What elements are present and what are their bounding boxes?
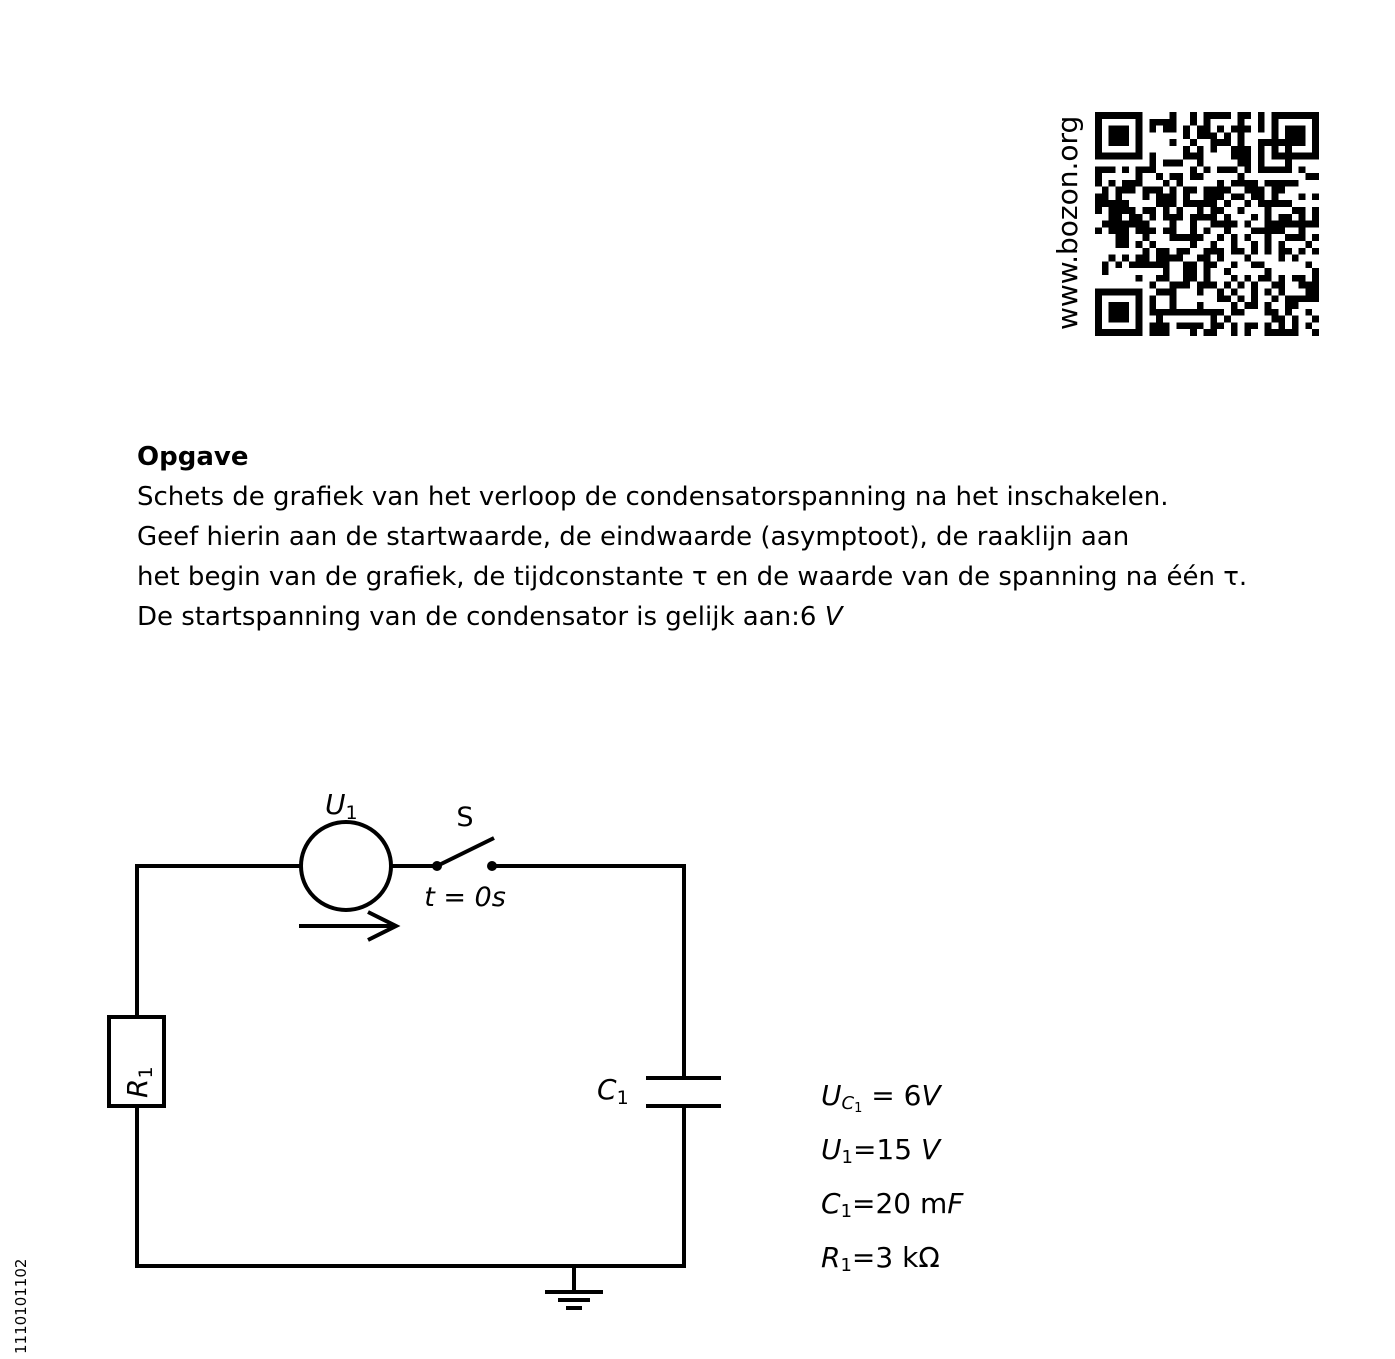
task-start-voltage (137, 597, 1377, 637)
value-resistance: $R_1=3$ kΩ (821, 1241, 940, 1276)
task-line-2: Geef hierin aan de startwaarde, de eindwaarde (asymptoot), de raaklijn aan (137, 522, 1130, 552)
voltage-source (301, 822, 391, 910)
qr-code-icon (1093, 112, 1321, 336)
task-line-1: Schets de grafiek van het verloop de condensatorspanning na het inschakelen. (137, 482, 1169, 512)
component-values (821, 1073, 963, 1289)
value-capacitance: $C_1=20$ mF (821, 1187, 964, 1222)
capacitor-label: C1 (597, 1073, 629, 1109)
switch-label: S (456, 802, 474, 833)
value-source-voltage: $U_1=15$ V (821, 1133, 941, 1168)
task-block (137, 437, 1377, 637)
site-url: www.bozon.org (1051, 115, 1084, 330)
switch-contact-left (432, 861, 442, 871)
value-capacitor-voltage: $U_{C_1} = 6V$ (821, 1079, 941, 1116)
task-title: Opgave (137, 442, 249, 472)
start-voltage-text: De startspanning van de condensator is gelijk aan:6 (137, 602, 825, 632)
switch-contact-right (487, 861, 497, 871)
task-line-3: het begin van de grafiek, de tijdconstante τ en de waarde van de spanning na één τ. (137, 562, 1248, 592)
document-id: 1110101102 (12, 1258, 30, 1354)
switch-time-label: t = 0s (424, 882, 506, 913)
start-voltage-unit: V (824, 602, 843, 632)
source-label: U1 (325, 788, 358, 824)
resistor-label: R1 (121, 1066, 157, 1098)
switch-lever (437, 838, 494, 866)
